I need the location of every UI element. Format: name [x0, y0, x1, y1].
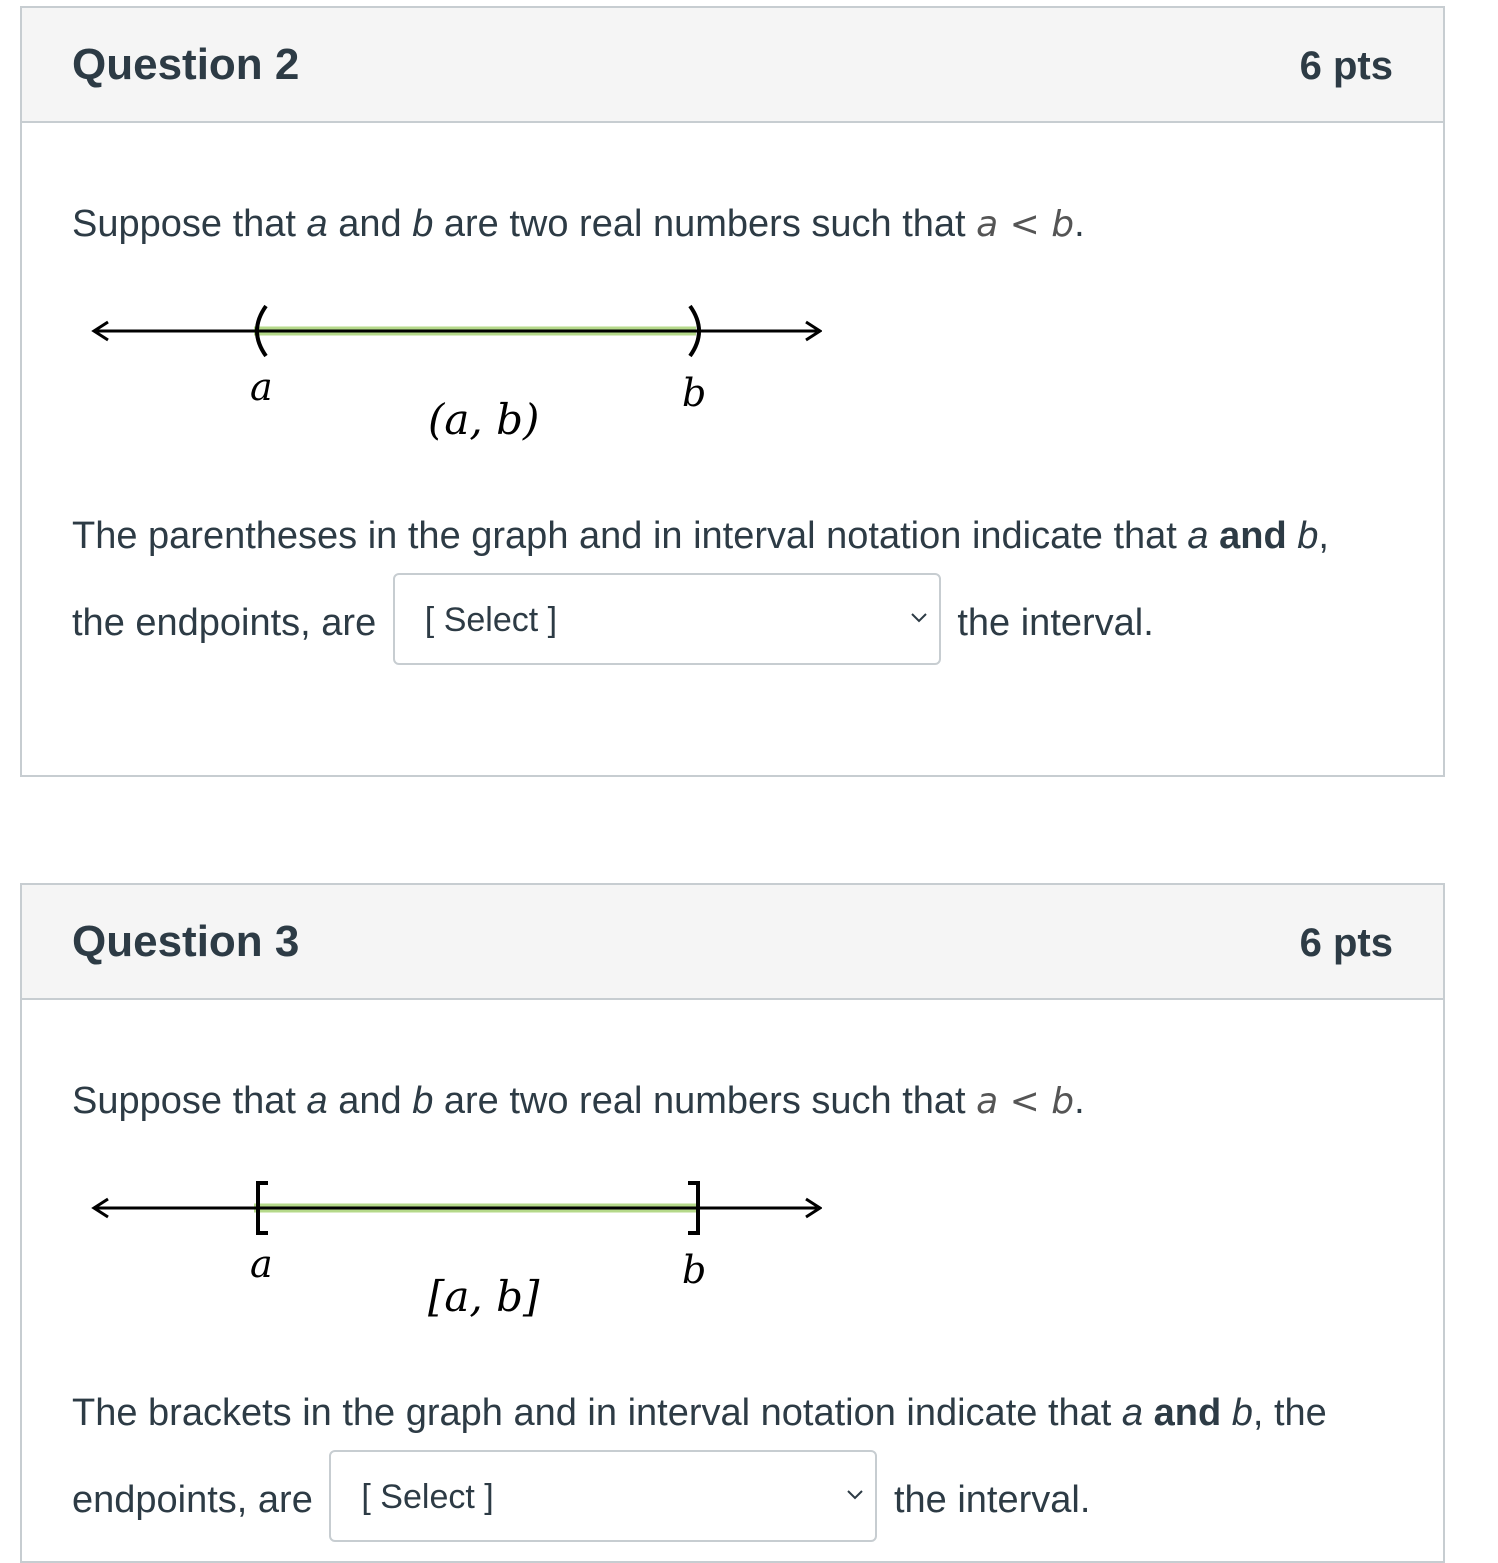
stem-text: and [327, 1080, 413, 1122]
paragraph-text: the interval. [957, 602, 1154, 645]
paragraph-text: endpoints, are [72, 1479, 313, 1522]
select-value: [ Select ] [361, 1478, 494, 1516]
question-header [22, 8, 1443, 123]
bold-and: and [1153, 1392, 1222, 1434]
paragraph-text: , [1318, 515, 1329, 557]
number-line-figure [82, 1175, 822, 1335]
variable-a: a [1121, 1392, 1144, 1434]
question-title: Question 2 [72, 40, 300, 89]
label-a: a [250, 1242, 273, 1286]
label-b: b [682, 371, 707, 415]
answer-select[interactable] [393, 573, 941, 665]
variable-a: a [306, 1080, 328, 1122]
paragraph-text: The brackets in the graph and in interval notation indicate that [72, 1392, 1122, 1434]
math-a: a [976, 204, 999, 245]
variable-b: b [412, 203, 434, 245]
bold-and: and [1219, 515, 1287, 557]
question-header [22, 885, 1443, 1000]
label-b: b [682, 1248, 707, 1292]
chevron-down-icon [847, 1490, 863, 1500]
math-b: b [1051, 1081, 1075, 1122]
math-b: b [1051, 204, 1075, 245]
stem-text: and [327, 203, 413, 245]
stem-text: are two real numbers such that [433, 203, 977, 245]
interval-notation: [a, b] [428, 1272, 540, 1321]
stem-text: are two real numbers such that [433, 1080, 977, 1122]
question-points: 6 pts [1299, 44, 1393, 88]
math-less-than: < [998, 204, 1052, 245]
paragraph-text: The parentheses in the graph and in interval notation indicate that [72, 515, 1188, 557]
question-points: 6 pts [1299, 921, 1393, 965]
question-stem [72, 1080, 1085, 1123]
math-less-than: < [998, 1081, 1052, 1122]
select-value: [ Select ] [424, 601, 558, 639]
variable-a: a [1187, 515, 1209, 557]
question-title: Question 3 [72, 917, 300, 966]
paragraph-text: , the [1252, 1392, 1327, 1434]
question-3-card [20, 883, 1445, 1563]
label-a: a [250, 365, 273, 409]
interval-notation: (a, b) [428, 395, 540, 444]
paragraph-text: the interval. [893, 1479, 1091, 1522]
chevron-down-icon [911, 613, 927, 623]
variable-b: b [1297, 515, 1319, 557]
stem-text: . [1074, 1080, 1085, 1122]
question-2-card [20, 6, 1445, 777]
variable-b: b [1231, 1392, 1253, 1434]
question-paragraph [72, 493, 1329, 671]
variable-a: a [306, 203, 328, 245]
math-a: a [976, 1081, 999, 1122]
stem-text: Suppose that [72, 1080, 307, 1122]
stem-text: . [1074, 203, 1085, 245]
question-paragraph [72, 1370, 1327, 1548]
stem-text: Suppose that [72, 203, 307, 245]
variable-b: b [412, 1080, 434, 1122]
number-line-figure [82, 298, 822, 458]
paragraph-text: the endpoints, are [72, 602, 377, 645]
question-stem [72, 203, 1085, 246]
answer-select[interactable] [329, 1450, 877, 1542]
